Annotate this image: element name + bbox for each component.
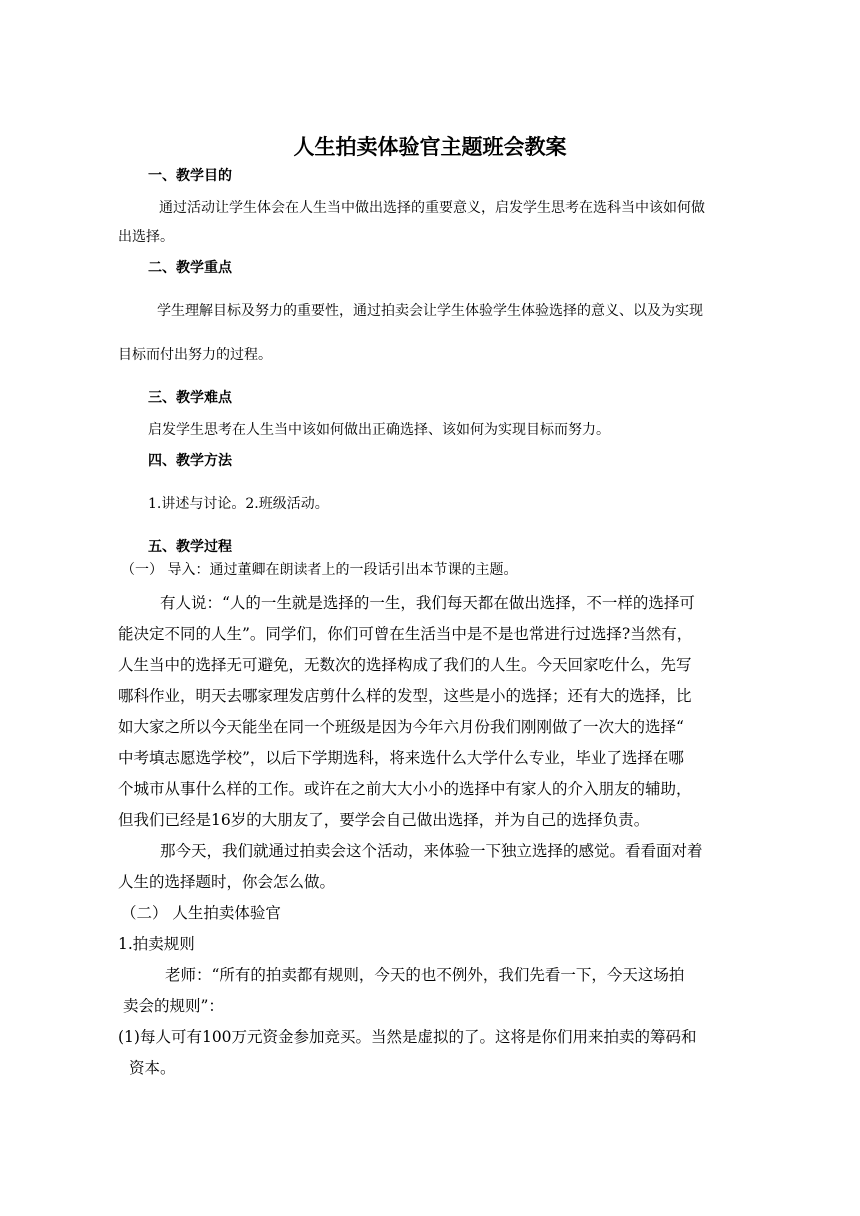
heading-difficulties: 三、教学难点 — [148, 390, 232, 406]
heading-key-points: 二、教学重点 — [148, 260, 232, 276]
para1-line-4: 哪科作业，明天去哪家理发店剪什么样的发型，这些是小的选择；还有大的选择，比 — [118, 687, 692, 705]
methods-line-1: 1.讲述与讨论。2.班级活动。 — [148, 496, 329, 512]
rule1-line-1: (1)每人可有100万元资金参加竞买。当然是虚拟的了。这将是你们用来拍卖的筹码和 — [118, 1028, 697, 1046]
key-points-line-2: 目标而付出努力的过程。 — [118, 347, 272, 363]
difficulties-line-1: 启发学生思考在人生当中该如何做出正确选择、该如何为实现目标而努力。 — [148, 422, 610, 438]
rule1-line-2: 资本。 — [129, 1059, 176, 1077]
rules-heading: 1.拍卖规则 — [118, 935, 195, 953]
para1-line-3: 人生当中的选择无可避免，无数次的选择构成了我们的人生。今天回家吃什么，先写 — [118, 656, 692, 674]
document-title: 人生拍卖体验官主题班会教案 — [293, 134, 567, 159]
teacher-line-2: 卖会的规则”： — [123, 997, 224, 1015]
heading-objective: 一、教学目的 — [148, 168, 232, 184]
heading-methods: 四、教学方法 — [148, 453, 232, 469]
para2-line-1: 那今天，我们就通过拍卖会这个活动，来体验一下独立选择的感觉。看看面对着 — [160, 842, 703, 860]
process-intro: （一） 导入：通过董卿在朗读者上的一段话引出本节课的主题。 — [121, 562, 518, 578]
teacher-line-1: 老师：“所有的拍卖都有规则，今天的也不例外，我们先看一下，今天这场拍 — [165, 966, 685, 984]
objective-line-2: 出选择。 — [118, 229, 174, 245]
key-points-line-1: 学生理解目标及努力的重要性，通过拍卖会让学生体验学生体验选择的意义、以及为实现 — [157, 303, 703, 319]
para1-line-6: 中考填志愿选学校”，以后下学期选科，将来选什么大学什么专业，毕业了选择在哪 — [118, 749, 684, 767]
para1-line-7: 个城市从事什么样的工作。或许在之前大大小小的选择中有家人的介入朋友的辅助， — [118, 780, 692, 798]
para1-line-1: 有人说：“人的一生就是选择的一生，我们每天都在做出选择，不一样的选择可 — [160, 594, 695, 612]
para2-line-2: 人生的选择题时，你会怎么做。 — [118, 873, 336, 891]
objective-line-1: 通过活动让学生体会在人生当中做出选择的重要意义，启发学生思考在选科当中该如何做 — [159, 200, 705, 216]
heading-process: 五、教学过程 — [148, 539, 232, 555]
para1-line-5: 如大家之所以今天能坐在同一个班级是因为今年六月份我们刚刚做了一次大的选择“ — [118, 718, 684, 736]
process-part2: （二） 人生拍卖体验官 — [121, 904, 281, 922]
para1-line-8: 但我们已经是16岁的大朋友了，要学会自己做出选择，并为自己的选择负责。 — [118, 811, 650, 829]
para1-line-2: 能决定不同的人生”。同学们，你们可曾在生活当中是不是也常进行过选择?当然有， — [118, 625, 693, 643]
